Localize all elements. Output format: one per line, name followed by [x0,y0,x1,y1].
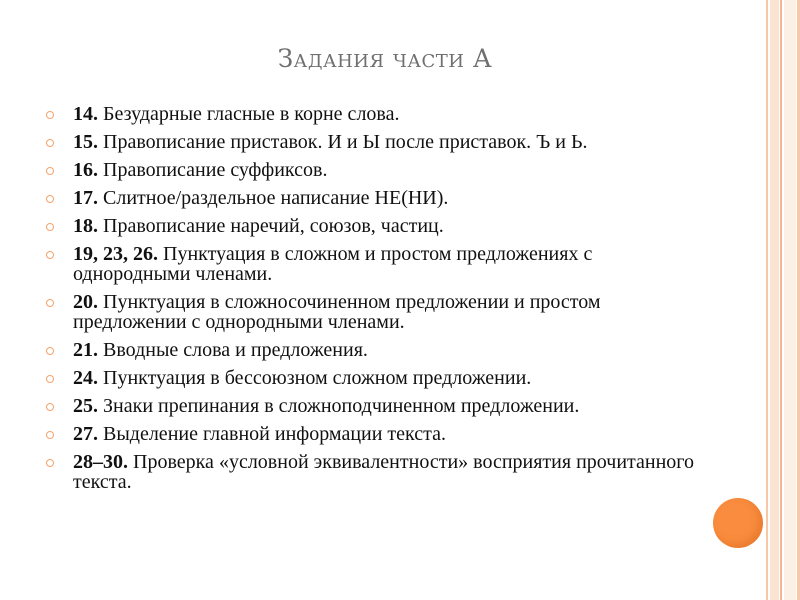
slide-title: Задания части А [277,44,493,73]
item-text: Выделение главной информации текста. [103,423,447,445]
list-item [44,424,704,444]
decor-stripe [770,0,779,600]
list-item [44,104,704,124]
decor-stripe [766,0,768,600]
item-text: Пунктуация в сложном и простом предложениях с однородными членами. [73,243,593,285]
item-text: Пунктуация в бессоюзном сложном предложении. [103,367,532,389]
bullet-circle-icon [46,167,54,175]
list-item [44,244,704,284]
bullet-circle-icon [46,139,54,147]
item-text: Слитное/раздельное написание НЕ(НИ). [103,187,449,209]
item-number: 28–30. [73,451,133,473]
item-number: 15. [73,131,103,153]
bullet-circle-icon [46,299,54,307]
bullet-circle-icon [46,459,54,467]
item-number: 18. [73,215,103,237]
item-text: Правописание приставок. И и Ы после приставок. Ъ и Ь. [103,131,588,153]
list-item [44,160,704,180]
item-number: 24. [73,367,103,389]
item-number: 14. [73,103,103,125]
item-text: Знаки препинания в сложноподчиненном предложении. [103,395,580,417]
item-number: 17. [73,187,103,209]
item-number: 25. [73,395,103,417]
bullet-circle-icon [46,223,54,231]
decor-stripe [780,0,782,600]
list-item [44,340,704,360]
item-text: Пунктуация в сложносочиненном предложении и простом предложении с однородными членами. [73,291,601,333]
item-number: 16. [73,159,103,181]
item-text: Вводные слова и предложения. [103,339,368,361]
list-item [44,216,704,236]
bullet-circle-icon [46,403,54,411]
list-item [44,368,704,388]
item-text: Правописание наречий, союзов, частиц. [103,215,444,237]
list-item [44,292,704,332]
list-item [44,396,704,416]
bullet-circle-icon [46,347,54,355]
item-number: 20. [73,291,103,313]
bullet-circle-icon [46,251,54,259]
list-item [44,132,704,152]
bullet-circle-icon [46,431,54,439]
decor-circle [713,498,763,548]
item-number: 27. [73,423,103,445]
item-text: Правописание суффиксов. [103,159,328,181]
task-list [44,104,704,500]
decor-stripe [784,0,796,600]
bullet-circle-icon [46,111,54,119]
item-number: 21. [73,339,103,361]
item-number: 19, 23, 26. [73,243,163,265]
item-text: Безударные гласные в корне слова. [103,103,400,125]
item-text: Проверка «условной эквивалентности» восприятия прочитанного текста. [73,451,694,493]
list-item [44,452,704,492]
list-item [44,188,704,208]
bullet-circle-icon [46,195,54,203]
bullet-circle-icon [46,375,54,383]
